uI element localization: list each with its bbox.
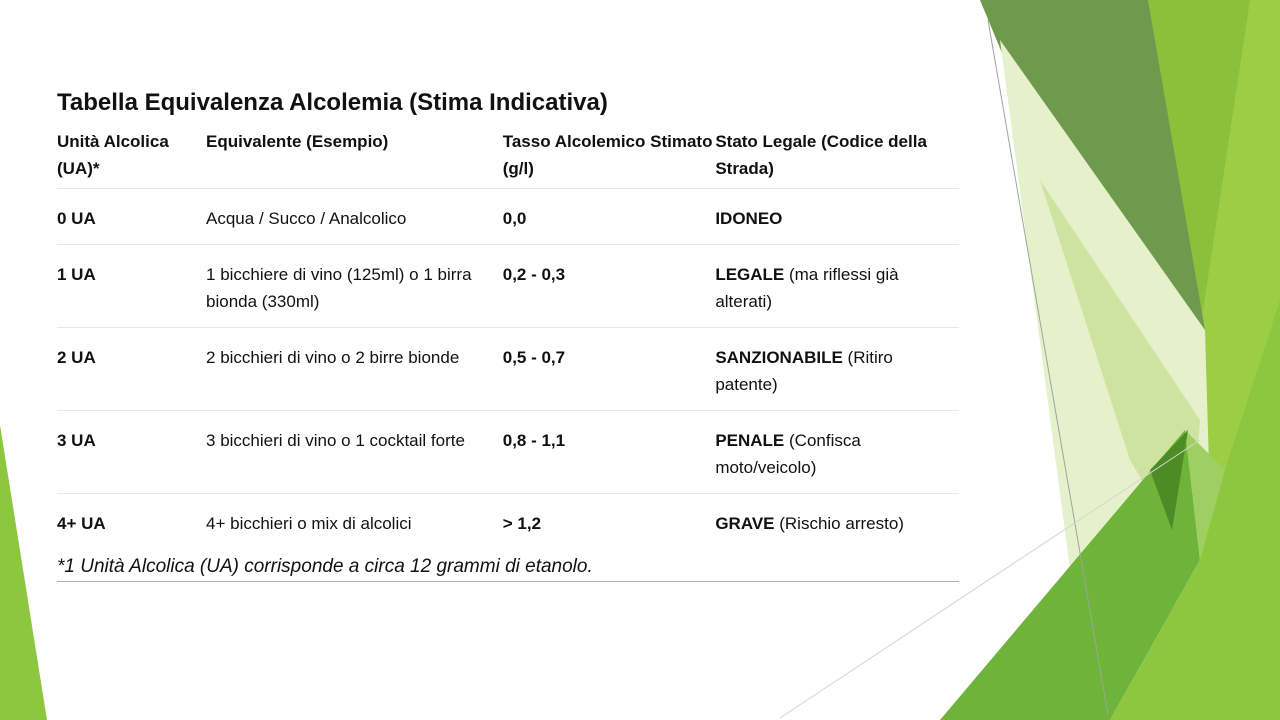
table-row <box>57 411 959 494</box>
header-unit: Unità Alcolica (UA)* <box>57 132 169 178</box>
cell-rate: > 1,2 <box>502 514 542 533</box>
cell-unit: 0 UA <box>57 209 96 228</box>
cell-legal-status <box>715 328 959 411</box>
header-rate: Tasso Alcolemico Stimato (g/l) <box>502 132 713 178</box>
cell-equivalent: 2 bicchieri di vino o 2 birre bionde <box>206 348 460 367</box>
status-note: (Confisca moto/veicolo) <box>715 431 861 477</box>
cell-legal-status <box>715 189 959 245</box>
status-note: (ma riflessi già alterati) <box>715 265 899 311</box>
cell-legal-status <box>715 494 959 550</box>
status-label: IDONEO <box>715 209 783 228</box>
status-label: PENALE <box>715 431 785 450</box>
cell-rate: 0,0 <box>502 209 527 228</box>
alcohol-equivalence-table <box>57 126 959 549</box>
cell-unit: 2 UA <box>57 348 96 367</box>
page-title: Tabella Equivalenza Alcolemia (Stima Indicativa) <box>57 89 608 116</box>
cell-unit: 1 UA <box>57 265 96 284</box>
cell-equivalent: Acqua / Succo / Analcolico <box>206 209 407 228</box>
status-label: LEGALE <box>715 265 785 284</box>
table-footnote: *1 Unità Alcolica (UA) corrisponde a circa 12 grammi di etanolo. <box>57 549 959 582</box>
cell-equivalent: 4+ bicchieri o mix di alcolici <box>206 514 412 533</box>
table-row <box>57 245 959 328</box>
cell-equivalent: 3 bicchieri di vino o 1 cocktail forte <box>206 431 465 450</box>
table-row <box>57 189 959 245</box>
cell-rate: 0,5 - 0,7 <box>502 348 566 367</box>
table-row <box>57 494 959 550</box>
left-green-sliver <box>0 425 47 720</box>
content-area <box>57 86 959 582</box>
status-label: SANZIONABILE <box>715 348 843 367</box>
status-note: (Rischio arresto) <box>774 514 904 533</box>
status-label: GRAVE <box>715 514 775 533</box>
cell-rate: 0,2 - 0,3 <box>502 265 566 284</box>
header-equivalent: Equivalente (Esempio) <box>206 132 389 151</box>
table-row <box>57 328 959 411</box>
header-legal-status: Stato Legale (Codice della Strada) <box>715 132 927 178</box>
cell-unit: 3 UA <box>57 431 96 450</box>
cell-equivalent: 1 bicchiere di vino (125ml) o 1 birra bionda (330ml) <box>206 265 472 311</box>
cell-legal-status <box>715 411 959 494</box>
cell-rate: 0,8 - 1,1 <box>502 431 566 450</box>
cell-legal-status <box>715 245 959 328</box>
cell-unit: 4+ UA <box>57 514 106 533</box>
table-header-row <box>57 126 959 189</box>
status-note: (Ritiro patente) <box>715 348 893 394</box>
